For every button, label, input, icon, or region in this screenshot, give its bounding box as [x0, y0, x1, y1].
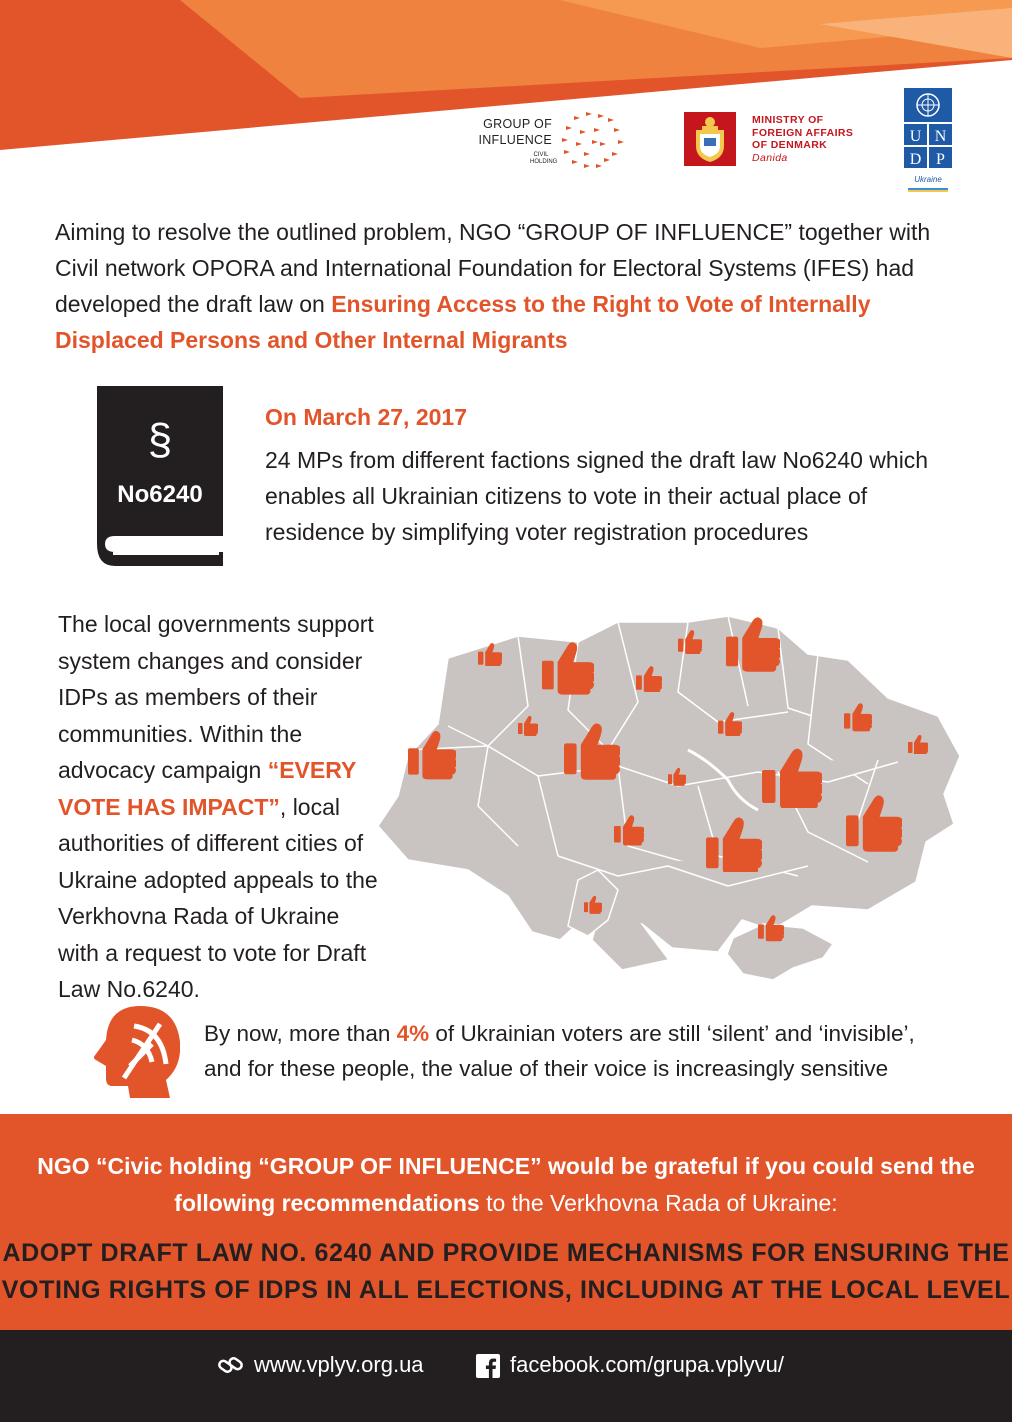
dk-line-2: FOREIGN AFFAIRS	[752, 126, 854, 139]
local-text-2: , local authorities of different cities of Ukraine adopted appeals to the Verkhovna Rada of Ukraine with a request to vote for Draft Law No.6240.	[58, 793, 378, 1002]
recommendations-rest: to the Verkhovna Rada of Ukraine:	[479, 1190, 838, 1216]
speaking-head-icon	[90, 1000, 180, 1100]
undp-letter-n: N	[934, 128, 947, 145]
silent-text-2: of Ukrainian voters are still ‘silent’ and ‘invisible’, and for these people, the value of their voice is increasingly sensitive	[204, 1021, 915, 1081]
undp-emblem-icon	[904, 88, 952, 194]
dk-logo-text	[752, 114, 853, 164]
dk-line-3: OF DENMARK	[752, 139, 828, 151]
undp-country: Ukraine	[914, 175, 942, 184]
local-text-1: The local governments support system changes and consider IDPs as members of their communities. Within the advocacy campaign	[58, 611, 374, 783]
undp-letter-u: U	[909, 128, 922, 145]
section-symbol: §	[147, 415, 173, 464]
intro-paragraph	[55, 214, 960, 358]
law-number: No6240	[117, 481, 203, 508]
adopt-line-1: ADOPT DRAFT LAW NO. 6240 AND PROVIDE MECHANISMS FOR ENSURING THE	[2, 1239, 1010, 1267]
law-book-icon	[95, 386, 223, 566]
adopt-line-2: VOTING RIGHTS OF IDPS IN ALL ELECTIONS, INCLUDING AT THE LOCAL LEVEL	[1, 1276, 1011, 1304]
recommendations-bold: NGO “Civic holding “GROUP OF INFLUENCE” would be grateful if you could send the following recommendations	[37, 1153, 975, 1216]
denmark-crest-icon	[684, 112, 736, 166]
undp-letter-p: P	[936, 151, 945, 168]
undp-letter-d: D	[909, 151, 922, 168]
law-date: On March 27, 2017	[265, 404, 467, 430]
website-text: www.vplyv.org.ua	[254, 1352, 424, 1377]
campaign-name: “EVERY VOTE HAS IMPACT”	[58, 757, 356, 820]
adopt-call	[0, 1235, 1012, 1309]
recommendations-intro	[0, 1148, 1012, 1222]
goi-logo-text: GROUP OF INFLUENCE	[478, 117, 552, 147]
link-icon	[218, 1355, 244, 1377]
goi-logo-small: CIVIL HOLDING	[530, 152, 558, 165]
facebook-text: facebook.com/grupa.vplyvu/	[510, 1352, 784, 1377]
dk-sub: Danida	[752, 151, 788, 164]
intro-highlight: Ensuring Access to the Right to Vote of Internally Displaced Persons and Other Internal Migrants	[55, 291, 871, 353]
silent-percent: 4%	[396, 1021, 430, 1046]
dk-line-1: MINISTRY OF	[752, 114, 824, 126]
silent-text-1: By now, more than	[204, 1021, 391, 1046]
facebook-link[interactable]	[476, 1352, 784, 1378]
ministry-denmark-logo	[684, 112, 874, 172]
local-governments-paragraph	[58, 606, 378, 1008]
website-link[interactable]	[218, 1352, 424, 1378]
facebook-icon	[476, 1354, 500, 1378]
intro-text: Aiming to resolve the outlined problem, NGO “GROUP OF INFLUENCE” together with Civil network OPORA and International Foundation for Electoral Systems (IFES) had developed the draft law on	[55, 219, 931, 317]
ukraine-map	[378, 600, 978, 985]
silent-voters-text	[204, 1016, 944, 1086]
law-description: 24 MPs from different factions signed the draft law No6240 which enables all Ukrainian citizens to vote in their actual place of residence by simplifying voter registration procedures	[265, 447, 929, 545]
undp-logo	[904, 88, 952, 194]
arrows-ring-icon	[554, 108, 628, 174]
group-of-influence-logo	[472, 112, 632, 172]
